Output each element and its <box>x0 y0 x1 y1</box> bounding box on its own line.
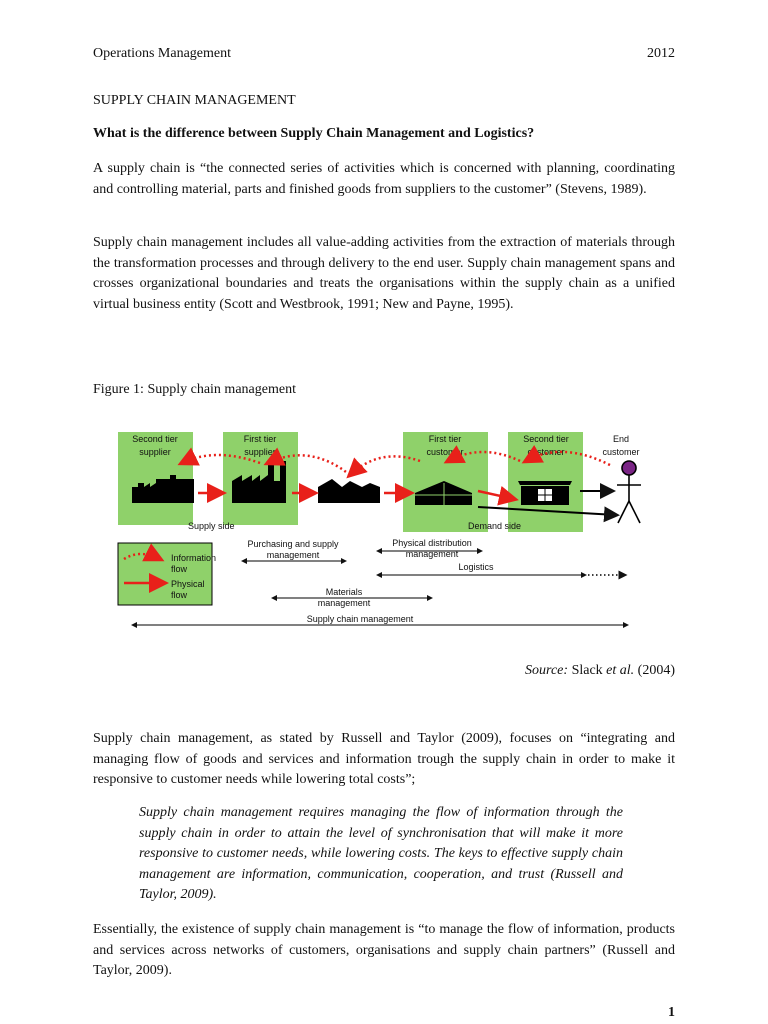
supply-side-label: Supply side <box>188 521 235 531</box>
supply-chain-diagram <box>110 425 650 635</box>
figure-caption: Figure 1: Supply chain management <box>93 382 296 397</box>
figure-source <box>525 663 675 679</box>
section-title: SUPPLY CHAIN MANAGEMENT <box>93 93 296 108</box>
page-number: 1 <box>668 1005 675 1020</box>
physical-distribution-label-2: management <box>405 549 459 559</box>
purchasing-label-1: Purchasing and supply <box>247 539 339 549</box>
running-header-right: 2012 <box>647 46 675 61</box>
block-quote: Supply chain management requires managing the flow of information through the supply chain in order to attain the level of synchronisation that will make it more responsive to customer needs, while lowering costs. The keys to effective supply chain management are information, communication, cooperation, and trust (Russell and Taylor, 2009). <box>139 805 623 903</box>
paragraph-supply-chain-definition: A supply chain is “the connected series of activities which is concerned with planning, coordinating and controlling material, parts and finished goods from suppliers to the customer” (Stevens, 1989). <box>93 161 675 197</box>
label-second-tier-customer-1: Second tier <box>523 434 569 444</box>
paragraph-scm-scope: Supply chain management includes all value-adding activities from the extraction of materials through the transformation processes and through delivery to the end user. Supply chain management spans and crosses organizational boundaries and treats the organisations within the supply chain as a unified virtual business entity (Scott and Westbrook, 1991; New and Payne, 1995). <box>93 235 675 312</box>
legend-information-1: Information <box>171 553 217 563</box>
label-first-tier-customer-2: customer <box>426 447 464 457</box>
paragraph-essentially: Essentially, the existence of supply chain management is “to manage the flow of information, products and services across networks of customers, organisations and supply chain partners” (Russell and Taylor, 2009). <box>93 922 675 979</box>
label-second-tier-customer-2: customer <box>527 447 565 457</box>
shop-icon <box>518 481 572 505</box>
source-label: Source: <box>525 663 569 678</box>
factory-icon <box>318 479 380 503</box>
label-end-customer-1: End <box>612 434 630 444</box>
label-first-tier-supplier-1: First tier <box>243 434 277 444</box>
section-question: What is the difference between Supply Chain Management and Logistics? <box>93 126 535 141</box>
supply-chain-label: Supply chain management <box>306 614 414 624</box>
end-customer-figure <box>617 461 641 523</box>
legend-physical-1: Physical <box>171 579 205 589</box>
label-first-tier-customer-1: First tier <box>428 434 462 444</box>
box-second-tier-supplier <box>118 432 193 525</box>
label-second-tier-supplier-1: Second tier <box>132 434 178 444</box>
materials-label-2: management <box>317 598 371 608</box>
logistics-label: Logistics <box>458 562 494 572</box>
running-header-left: Operations Management <box>93 46 232 61</box>
physical-distribution-label-1: Physical distribution <box>392 538 472 548</box>
purchasing-label-2: management <box>266 550 320 560</box>
legend-information-2: flow <box>171 564 188 574</box>
legend-physical-2: flow <box>171 590 188 600</box>
label-end-customer-2: customer <box>602 447 640 457</box>
label-second-tier-supplier-2: supplier <box>139 447 171 457</box>
box-first-tier-supplier <box>223 432 298 525</box>
source-year: (2004) <box>637 663 675 678</box>
label-first-tier-supplier-2: supplier <box>244 447 276 457</box>
source-author: Slack <box>571 663 603 678</box>
source-etal: et al. <box>606 663 635 678</box>
demand-side-label: Demand side <box>468 521 522 531</box>
materials-label-1: Materials <box>325 587 363 597</box>
paragraph-russell-taylor: Supply chain management, as stated by Russell and Taylor (2009), focuses on “integrating and managing flow of goods and services and information trough the supply chain in order to make it responsive to customer needs while lowering total costs”; <box>93 731 675 788</box>
